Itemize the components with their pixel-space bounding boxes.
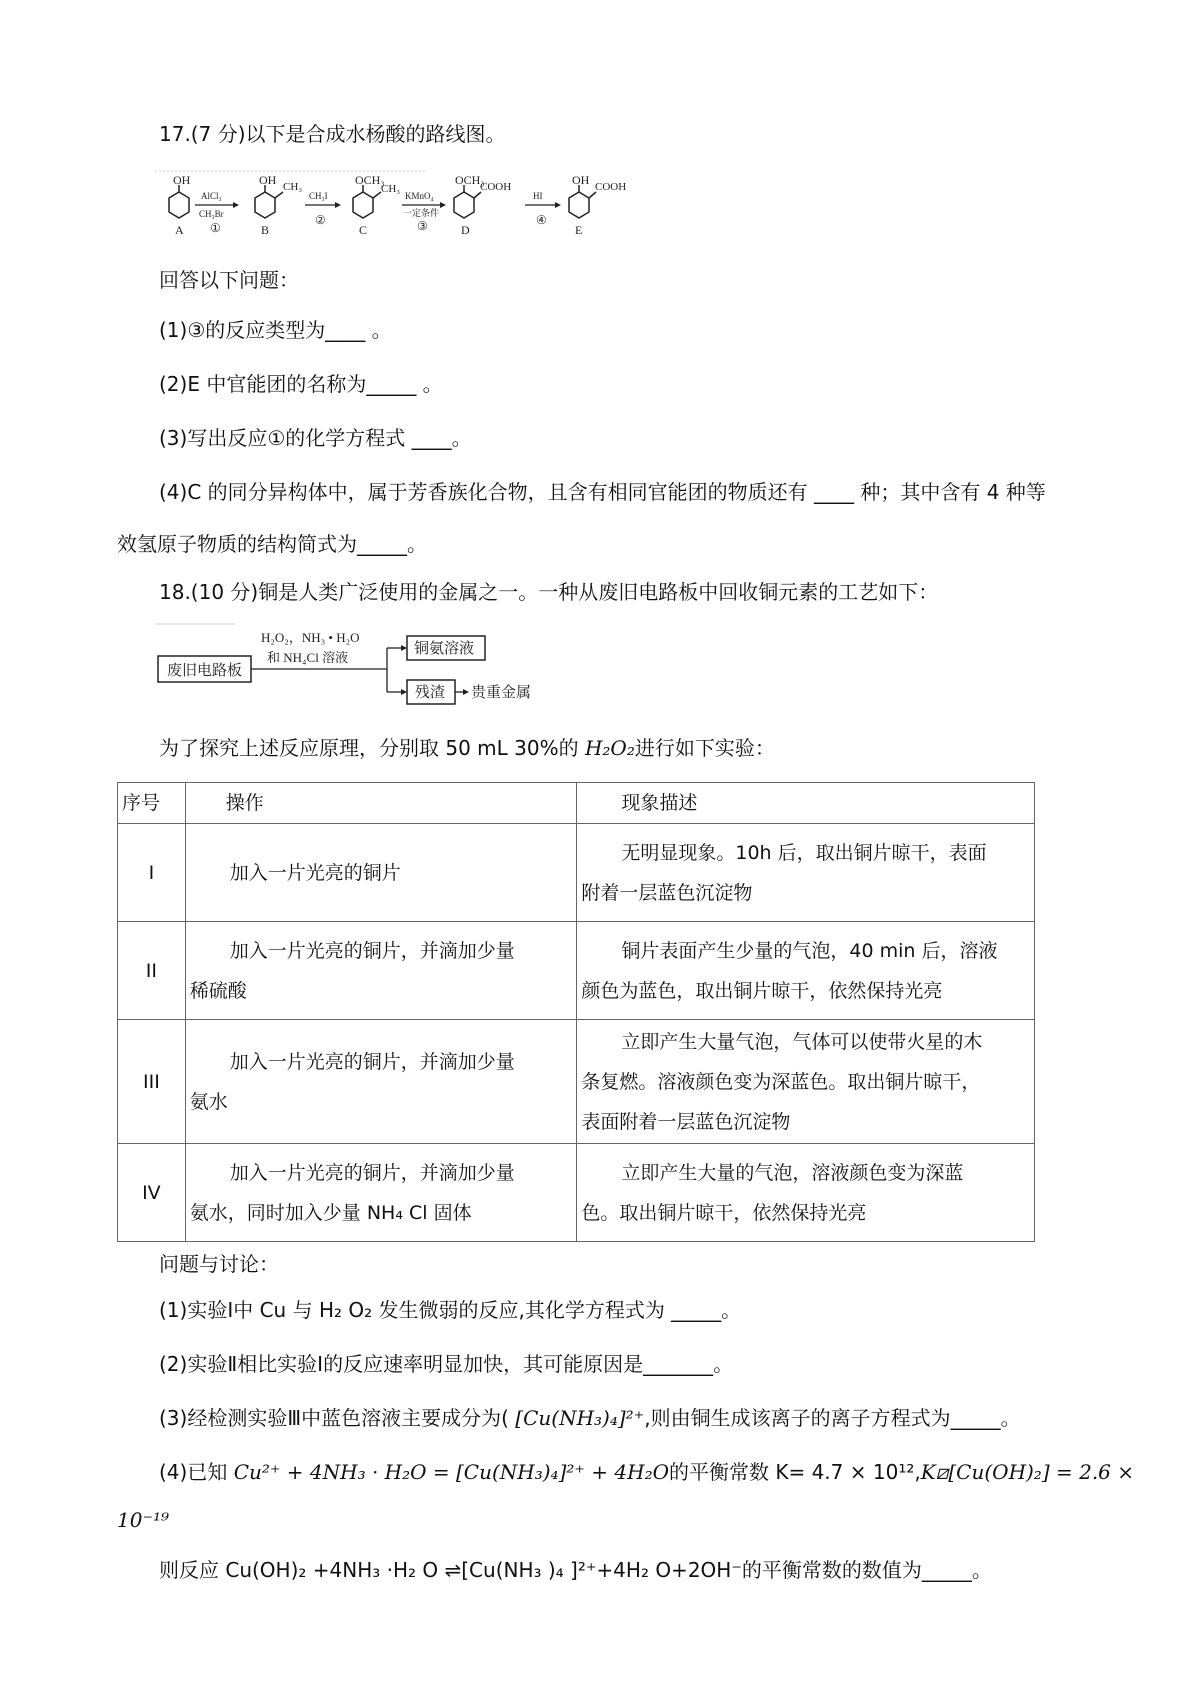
table-row: IV 加入一片光亮的铜片，并滴加少量 氨水，同时加入少量 NH₄ Cl 固体 立即产生大量的气泡，溶液颜色变为深蓝 色。取出铜片晾干，依然保持光亮 (118, 1144, 1035, 1242)
complex-ion-formula: [Cu(NH₃)₄]²⁺ (515, 1406, 645, 1430)
q18-discussion: 问题与讨论： (159, 1252, 279, 1276)
svg-text:AlCl₃: AlCl₃ (201, 191, 222, 201)
compound-c (353, 173, 400, 237)
q17-part1: (1)③的反应类型为____ 。 (159, 318, 392, 342)
arrow-reaction-4 (525, 191, 561, 227)
flow-copper-ammonia-box (407, 636, 485, 660)
svg-text:OCH₃: OCH₃ (355, 173, 385, 187)
compound-b (255, 173, 302, 237)
arrow-reaction-2 (305, 191, 341, 227)
header-phenomenon: 现象描述 (577, 783, 1035, 824)
svg-text:③: ③ (417, 219, 428, 233)
experiment-table (117, 782, 1035, 1242)
q18-part3: (3)经检测实验Ⅲ中蓝色溶液主要成分为( [Cu(NH₃)₄]²⁺,则由铜生成该离子的离子方程式为_____。 (159, 1406, 1021, 1430)
svg-text:残渣: 残渣 (415, 685, 446, 701)
q18-part2: (2)实验Ⅱ相比实验Ⅰ的反应速率明显加快，其可能原因是_______。 (159, 1352, 734, 1376)
svg-text:CH₃: CH₃ (381, 183, 401, 195)
table-row: I 加入一片光亮的铜片 无明显现象。10h 后，取出铜片晾干，表面 附着一层蓝色沉淀物 (118, 824, 1035, 922)
ksp-expression: K⧄[Cu(OH)₂] = 2.6 × (920, 1460, 1135, 1484)
row-number: IV (118, 1144, 186, 1242)
q17-part4-line2: 效氢原子物质的结构简式为_____。 (117, 532, 427, 556)
compound-e-label: E (575, 223, 583, 237)
compound-d (454, 173, 511, 237)
compound-a-label: A (175, 223, 184, 237)
svg-text:一定条件: 一定条件 (403, 208, 440, 218)
compound-b-label: B (261, 223, 270, 237)
row-number: I (118, 824, 186, 922)
svg-text:CH₃: CH₃ (283, 181, 303, 193)
q17-part2: (2)E 中官能团的名称为_____ 。 (159, 372, 443, 396)
svg-text:铜氨溶液: 铜氨溶液 (414, 641, 475, 657)
header-operation: 操作 (185, 783, 577, 824)
svg-text:②: ② (315, 213, 326, 227)
q17-intro: 回答以下问题： (159, 268, 299, 292)
svg-text:OH: OH (259, 173, 277, 187)
q17-part4-line1: (4)C 的同分异构体中，属于芳香族化合物，且含有相同官能团的物质还有 ____ 种；其中含有 4 种等 (159, 480, 1046, 504)
flow-start-box (158, 656, 251, 682)
compound-a (169, 173, 191, 237)
compound-d-label: D (461, 223, 470, 237)
row-number: III (118, 1020, 186, 1144)
flow-reagent-line2: 和 NH₄Cl 溶液 (267, 650, 349, 665)
q18-part4-line1: (4)已知 Cu²⁺ + 4NH₃ · H₂O = [Cu(NH₃)₄]²⁺ + 4H₂O的平衡常数 K= 4.7 × 10¹²,K⧄[Cu(OH)₂] = 2.6 × (159, 1460, 1135, 1484)
q17-title: 17.(7 分)以下是合成水杨酸的路线图。 (159, 122, 506, 146)
table-row: III 加入一片光亮的铜片，并滴加少量 氨水 立即产生大量气泡，气体可以使带火星的木 条复燃。溶液颜色变为深蓝色。取出铜片晾干， 表面附着一层蓝色沉淀物 (118, 1020, 1035, 1144)
q17-part3: (3)写出反应①的化学方程式 ____。 (159, 426, 472, 450)
svg-text:COOH: COOH (595, 181, 627, 193)
q18-intro: 为了探究上述反应原理，分别取 50 mL 30%的 H₂O₂进行如下实验： (159, 736, 775, 760)
flow-precious-metal: 贵重金属 (471, 685, 532, 701)
table-header-row (118, 783, 1035, 824)
flow-reagent-line1: H₂O₂，NH₃ • H₂O (261, 630, 360, 645)
q18-part4-exponent: 10⁻¹⁹ (117, 1508, 170, 1532)
svg-text:HI: HI (533, 191, 543, 201)
svg-text:①: ① (210, 221, 221, 235)
compound-c-label: C (359, 223, 368, 237)
svg-text:CH₃I: CH₃I (309, 191, 328, 201)
copper-recovery-flowchart (155, 620, 535, 710)
svg-text:COOH: COOH (480, 181, 512, 193)
arrow-reaction-1 (195, 191, 239, 235)
svg-text:CH₃Br: CH₃Br (199, 209, 224, 219)
svg-text:KMnO₄: KMnO₄ (405, 191, 434, 201)
arrow-reaction-3 (402, 191, 446, 233)
svg-text:OH: OH (572, 173, 590, 187)
flow-residue-box (407, 680, 455, 704)
row-number: II (118, 922, 186, 1020)
compound-e (569, 173, 626, 237)
svg-text:④: ④ (536, 213, 547, 227)
compound-a-oh: OH (173, 173, 191, 187)
h2o2-formula: H₂O₂ (584, 736, 635, 760)
salicylic-acid-synthesis-scheme (155, 168, 645, 248)
header-number: 序号 (118, 783, 186, 824)
svg-text:废旧电路板: 废旧电路板 (167, 663, 243, 679)
svg-text:OCH₃: OCH₃ (455, 173, 485, 187)
q18-part4-line2: 则反应 Cu(OH)₂ +4NH₃ ·H₂ O ⇌[Cu(NH₃ )₄ ]²⁺+4H₂ O+2OH⁻的平衡常数的数值为_____。 (159, 1558, 992, 1582)
q18-part1: (1)实验Ⅰ中 Cu 与 H₂ O₂ 发生微弱的反应,其化学方程式为 _____。 (159, 1298, 742, 1322)
table-row: II 加入一片光亮的铜片，并滴加少量 稀硫酸 铜片表面产生少量的气泡，40 min 后，溶液 颜色为蓝色，取出铜片晾干，依然保持光亮 (118, 922, 1035, 1020)
q18-title: 18.(10 分)铜是人类广泛使用的金属之一。一种从废旧电路板中回收铜元素的工艺如下： (159, 580, 939, 604)
equilibrium-equation: Cu²⁺ + 4NH₃ · H₂O = [Cu(NH₃)₄]²⁺ + 4H₂O (233, 1460, 669, 1484)
